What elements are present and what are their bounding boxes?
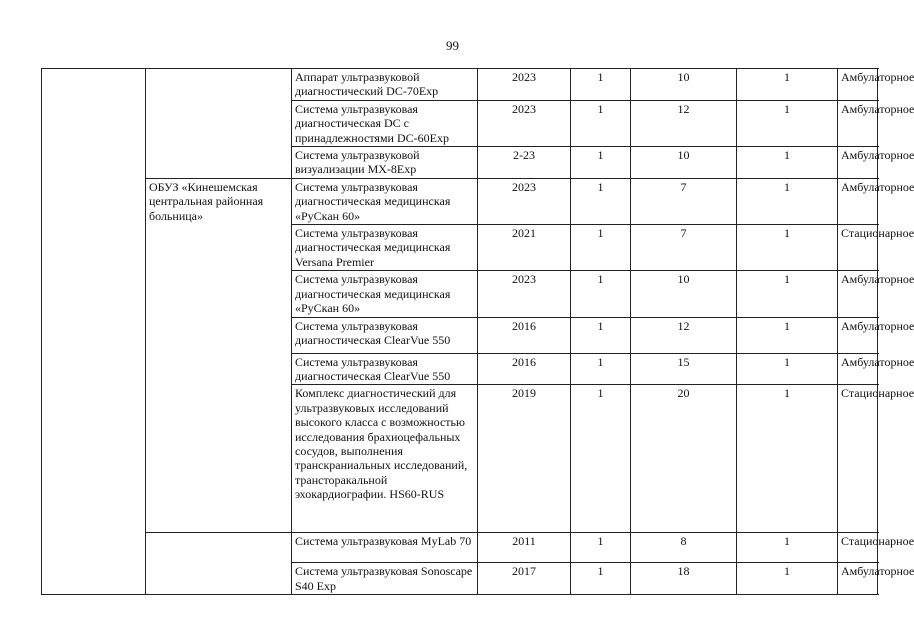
org-cell: ОБУЗ «Кинешемская центральная районная больница»	[146, 178, 292, 532]
year-cell: 2023	[478, 178, 571, 224]
age-cell: 12	[631, 100, 737, 146]
care-type-cell: Амбулаторное	[838, 100, 878, 146]
equipment-name: Система ультразвуковая MyLab 70	[292, 533, 478, 563]
care-type-cell: Стационарное	[838, 225, 878, 271]
age-cell: 10	[631, 271, 737, 317]
equipment-name: Система ультразвуковая диагностическая медицинская «РуСкан 60»	[292, 178, 478, 224]
care-type-cell: Амбулаторное	[838, 147, 878, 179]
table-row	[42, 178, 878, 224]
equipment-table	[41, 68, 914, 595]
year-cell: 2011	[478, 533, 571, 563]
shift-cell: 1	[737, 533, 838, 563]
care-type-cell: Стационарное	[838, 385, 878, 533]
care-type-cell: Амбулаторное	[838, 178, 878, 224]
page-number: 99	[446, 38, 459, 53]
age-cell: 10	[631, 69, 737, 101]
age-cell: 12	[631, 317, 737, 353]
year-cell: 2023	[478, 100, 571, 146]
care-type-cell: Амбулаторное	[838, 317, 878, 353]
year-cell: 2023	[478, 271, 571, 317]
shift-cell: 1	[737, 271, 838, 317]
year-cell: 2023	[478, 69, 571, 101]
shift-cell: 1	[737, 563, 838, 595]
age-cell: 7	[631, 178, 737, 224]
year-cell: 2016	[478, 317, 571, 353]
year-cell: 2017	[478, 563, 571, 595]
quantity-cell: 1	[571, 385, 631, 533]
age-cell: 18	[631, 563, 737, 595]
shift-cell: 1	[737, 178, 838, 224]
equipment-name: Комплекс диагностический для ультразвуковых исследований высокого класса с возможностью исследования брахиоцефальных сосудов, выполнения транскраниальных исследований, трансторакальной эхокардиографии. HS60-RUS	[292, 385, 478, 533]
year-cell: 2016	[478, 353, 571, 385]
quantity-cell: 1	[571, 533, 631, 563]
district-cell	[42, 69, 146, 595]
equipment-name: Система ультразвуковая диагностическая медицинская Versana Premier	[292, 225, 478, 271]
shift-cell: 1	[737, 100, 838, 146]
org-cell	[146, 533, 292, 595]
care-type-cell: Амбулаторное	[838, 271, 878, 317]
org-cell	[146, 69, 292, 179]
equipment-name: Система ультразвуковая диагностическая DC с принадлежностями DC-60Exp	[292, 100, 478, 146]
year-cell: 2019	[478, 385, 571, 533]
shift-cell: 1	[737, 317, 838, 353]
year-cell: 2021	[478, 225, 571, 271]
care-type-cell: Амбулаторное	[838, 353, 878, 385]
equipment-name: Система ультразвуковая диагностическая ClearVue 550	[292, 317, 478, 353]
care-type-cell: Стационарное	[838, 533, 878, 563]
table-row	[42, 533, 878, 563]
equipment-name: Система ультразвуковой визуализации МХ-8Exp	[292, 147, 478, 179]
equipment-name: Система ультразвуковая диагностическая медицинская «РуСкан 60»	[292, 271, 478, 317]
care-type-cell: Амбулаторное	[838, 69, 878, 101]
shift-cell: 1	[737, 385, 838, 533]
shift-cell: 1	[737, 225, 838, 271]
age-cell: 8	[631, 533, 737, 563]
quantity-cell: 1	[571, 271, 631, 317]
quantity-cell: 1	[571, 100, 631, 146]
equipment-name: Система ультразвуковая Sonoscape S40 Exp	[292, 563, 478, 595]
care-type-cell: Амбулаторное	[838, 563, 878, 595]
quantity-cell: 1	[571, 69, 631, 101]
equipment-name: Аппарат ультразвуковой диагностический DC-70Exp	[292, 69, 478, 101]
age-cell: 15	[631, 353, 737, 385]
age-cell: 10	[631, 147, 737, 179]
table-row	[42, 69, 878, 101]
quantity-cell: 1	[571, 317, 631, 353]
year-cell: 2-23	[478, 147, 571, 179]
age-cell: 20	[631, 385, 737, 533]
quantity-cell: 1	[571, 563, 631, 595]
quantity-cell: 1	[571, 225, 631, 271]
shift-cell: 1	[737, 353, 838, 385]
quantity-cell: 1	[571, 353, 631, 385]
shift-cell: 1	[737, 69, 838, 101]
quantity-cell: 1	[571, 147, 631, 179]
age-cell: 7	[631, 225, 737, 271]
shift-cell: 1	[737, 147, 838, 179]
quantity-cell: 1	[571, 178, 631, 224]
equipment-name: Система ультразвуковая диагностическая ClearVue 550	[292, 353, 478, 385]
